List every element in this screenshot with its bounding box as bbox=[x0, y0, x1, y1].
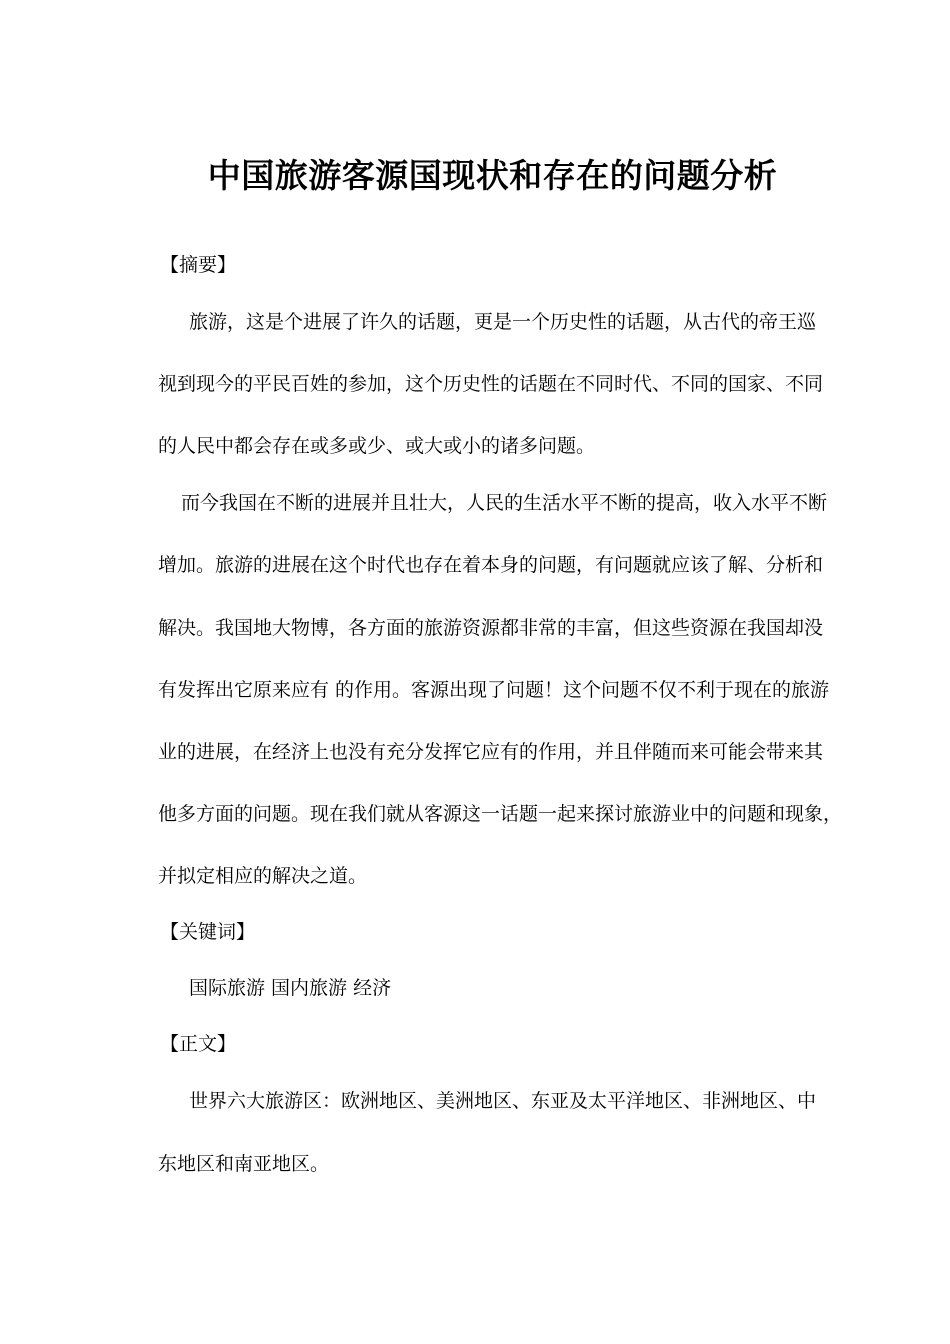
abstract-paragraph-2-line-5: 业的进展，在经济上也没有充分发挥它应有的作用，并且伴随而来可能会带来其 bbox=[158, 741, 824, 763]
abstract-paragraph-2-line-7: 并拟定相应的解决之道。 bbox=[158, 865, 368, 887]
abstract-paragraph-2-line-6: 他多方面的问题。现在我们就从客源这一话题一起来探讨旅游业中的问题和现象， bbox=[158, 803, 843, 825]
body-paragraph-1-line-1: 世界六大旅游区：欧洲地区、美洲地区、东亚及太平洋地区、非洲地区、中 bbox=[170, 1090, 817, 1112]
abstract-paragraph-1-line-2: 视到现今的平民百姓的参加，这个历史性的话题在不同时代、不同的国家、不同 bbox=[158, 373, 824, 395]
document-title: 中国旅游客源国现状和存在的问题分析 bbox=[207, 156, 778, 195]
abstract-paragraph-2-line-1: 而今我国在不断的进展并且壮大，人民的生活水平不断的提高，收入水平不断 bbox=[162, 492, 828, 514]
body-heading: 【正文】 bbox=[160, 1033, 237, 1055]
abstract-paragraph-2-line-3: 解决。我国地大物博，各方面的旅游资源都非常的丰富，但这些资源在我国却没 bbox=[158, 617, 824, 639]
abstract-heading: 【摘要】 bbox=[160, 254, 237, 276]
abstract-paragraph-1-line-3: 的人民中都会存在或多或少、或大或小的诸多问题。 bbox=[158, 435, 596, 457]
keywords-list: 国际旅游 国内旅游 经济 bbox=[170, 977, 392, 999]
body-paragraph-1-line-2: 东地区和南亚地区。 bbox=[158, 1153, 330, 1175]
abstract-paragraph-1-line-1: 旅游，这是个进展了许久的话题，更是一个历史性的话题，从古代的帝王巡 bbox=[170, 311, 817, 333]
abstract-paragraph-2-line-2: 增加。旅游的进展在这个时代也存在着本身的问题，有问题就应该了解、分析和 bbox=[158, 554, 824, 576]
keywords-heading: 【关键词】 bbox=[160, 921, 256, 943]
abstract-paragraph-2-line-4: 有发挥出它原来应有 的作用。客源出现了问题！这个问题不仅不利于现在的旅游 bbox=[158, 679, 830, 701]
